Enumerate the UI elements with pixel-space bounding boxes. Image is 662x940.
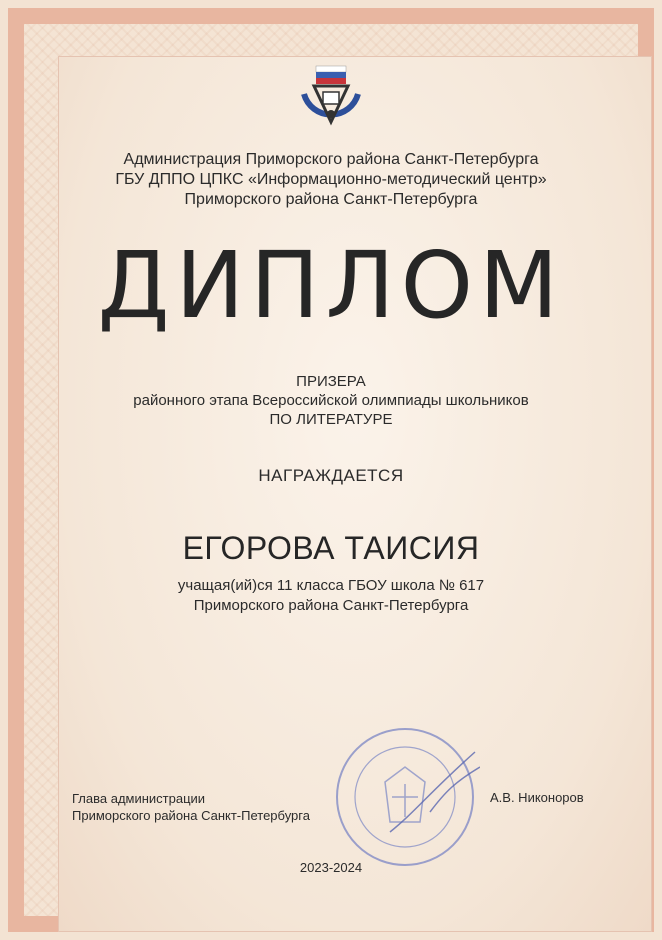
official-seal-icon — [330, 722, 480, 872]
prize-description — [0, 372, 662, 429]
recipient-details — [0, 576, 662, 616]
award-label: НАГРАЖДАЕТСЯ — [258, 466, 404, 485]
org-line: Приморского района Санкт-Петербурга — [184, 191, 478, 208]
signatory-position — [72, 790, 310, 824]
org-line: Администрация Приморского района Санкт-Петербурга — [123, 151, 539, 168]
prize-line: ПО ЛИТЕРАТУРЕ — [269, 411, 393, 428]
recipient-line: Приморского района Санкт-Петербурга — [193, 597, 469, 614]
recipient-line: учащая(ий)ся 11 класса ГБОУ школа № 617 — [177, 577, 485, 594]
position-line: Приморского района Санкт-Петербурга — [72, 808, 310, 823]
org-line: ГБУ ДППО ЦПКС «Информационно-методический центр» — [115, 171, 547, 188]
olympiad-emblem-icon — [290, 64, 372, 134]
recipient-name: ЕГОРОВА ТАИСИЯ — [182, 530, 480, 566]
position-line: Глава администрации — [72, 791, 206, 806]
prize-line: районного этапа Всероссийской олимпиады школьников — [133, 392, 529, 409]
signatory-name: А.В. Никоноров — [490, 790, 584, 805]
prize-line: ПРИЗЕРА — [296, 373, 366, 390]
organization-header — [0, 150, 662, 210]
academic-year: 2023-2024 — [299, 860, 363, 875]
diploma-title: ДИПЛОМ — [97, 232, 565, 339]
